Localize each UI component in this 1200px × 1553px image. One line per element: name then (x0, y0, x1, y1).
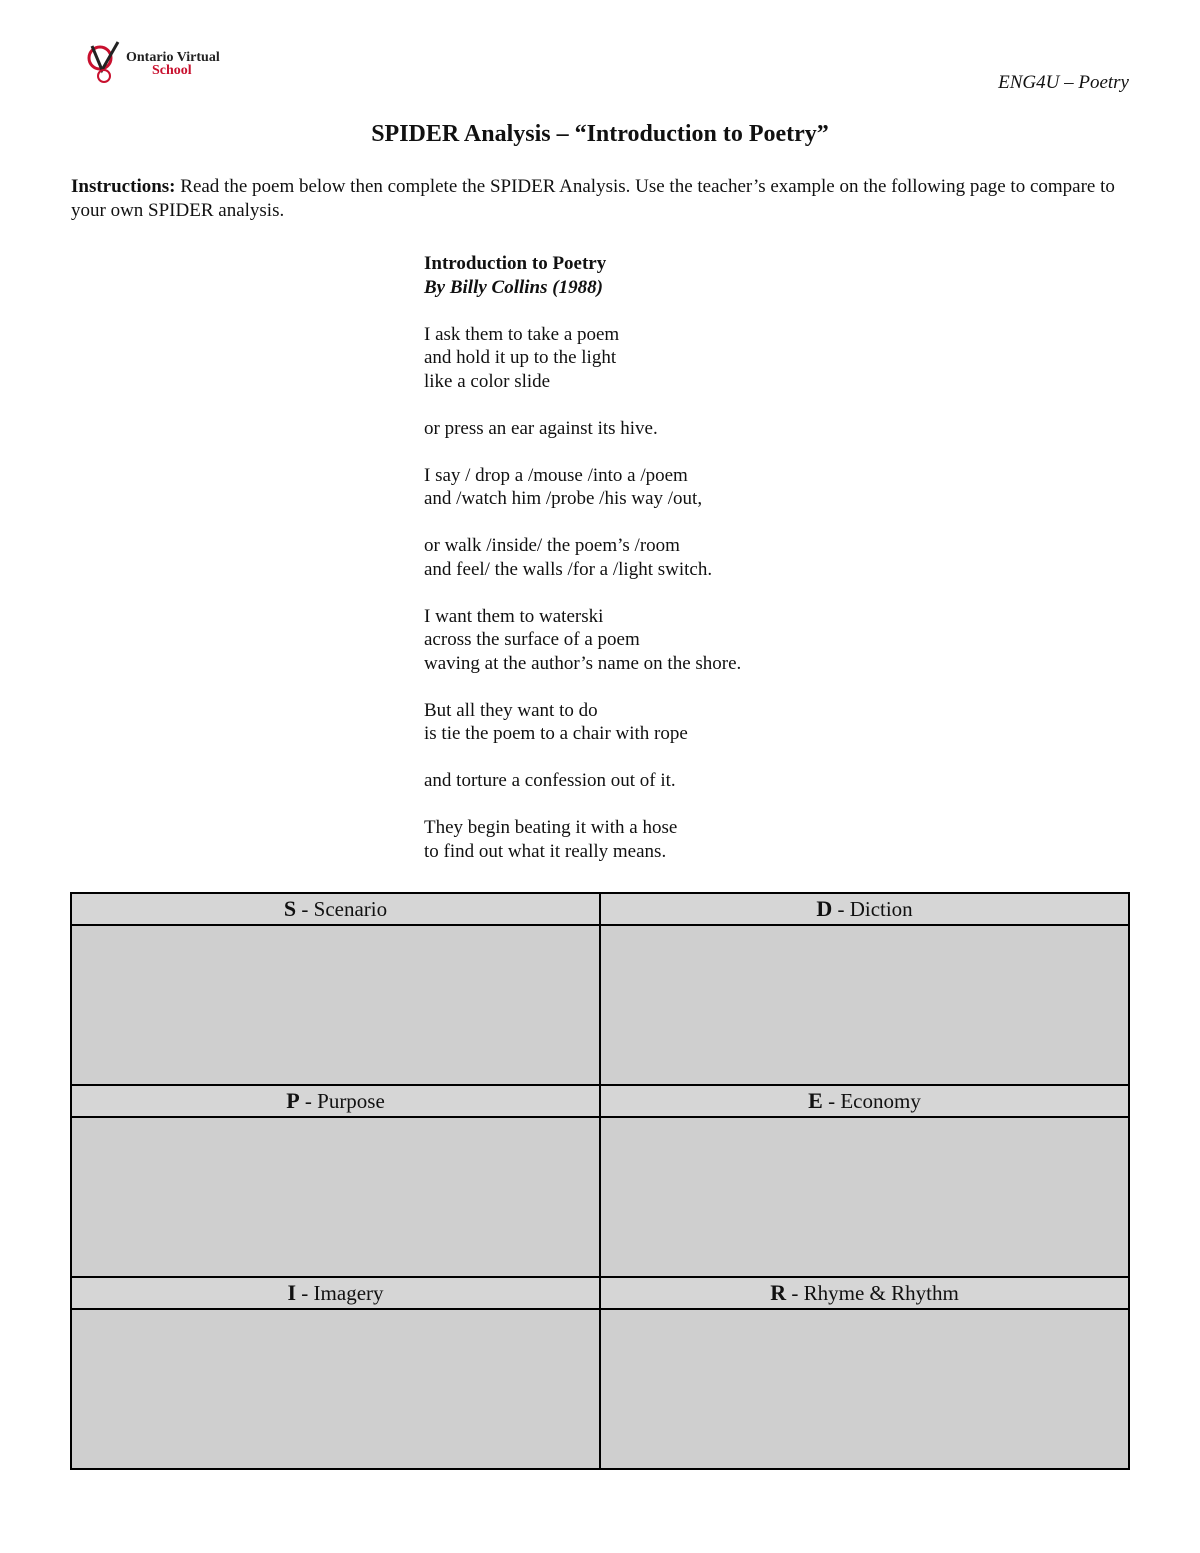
header-label: - Imagery (296, 1281, 384, 1305)
poem-stanza (424, 464, 741, 511)
header-letter: R (770, 1280, 787, 1305)
poem-line: or press an ear against its hive. (424, 417, 658, 439)
economy-header (600, 1085, 1129, 1117)
poem-line: and hold it up to the light (424, 347, 617, 368)
diction-header (600, 893, 1129, 925)
poem-stanza (424, 534, 741, 581)
page-title: SPIDER Analysis – “Introduction to Poetry” (371, 121, 829, 147)
header-letter: I (287, 1280, 297, 1305)
rhyme-rhythm-header (600, 1277, 1129, 1309)
scenario-header (71, 893, 600, 925)
poem-author: By Billy Collins (1988) (424, 276, 603, 298)
logo-subtext: School (152, 63, 192, 78)
poem-body (424, 323, 741, 864)
header-letter: P (286, 1088, 300, 1113)
poem-line: They begin beating it with a hose (424, 817, 678, 838)
poem-stanza (424, 417, 741, 441)
poem-line: and /watch him /probe /his way /out, (424, 488, 703, 509)
imagery-header (71, 1277, 600, 1309)
poem-line: I say / drop a /mouse /into a /poem (424, 464, 688, 486)
scenario-answer-box[interactable] (71, 925, 600, 1085)
poem-stanza (424, 323, 741, 394)
header-letter: S (283, 896, 297, 921)
poem-line: or walk /inside/ the poem’s /room (424, 535, 680, 556)
instructions-label: Instructions: (71, 176, 176, 197)
poem-line: to find out what it really means. (424, 840, 667, 862)
poem-line: is tie the poem to a chair with rope (424, 723, 688, 744)
poem-line: like a color slide (424, 370, 551, 392)
purpose-answer-box[interactable] (71, 1117, 600, 1277)
instructions-text: Read the poem below then complete the SPIDER Analysis. Use the teacher’s example on the following page to compare to your own SPIDER analysis. (71, 176, 1115, 221)
poem-line: I want them to waterski (424, 605, 604, 627)
header-label: - Purpose (299, 1089, 385, 1113)
poem (424, 252, 741, 863)
diction-answer-box[interactable] (600, 925, 1129, 1085)
ovs-logo (84, 38, 244, 86)
logo-emblem-icon (84, 40, 128, 84)
course-code: ENG4U – Poetry (998, 72, 1129, 93)
poem-line: waving at the author’s name on the shore. (424, 652, 742, 674)
header-label: - Diction (832, 897, 913, 921)
poem-line: across the surface of a poem (424, 629, 640, 650)
economy-answer-box[interactable] (600, 1117, 1129, 1277)
header-letter: D (816, 896, 833, 921)
header-letter: E (808, 1088, 823, 1113)
header-label: - Rhyme & Rhythm (786, 1281, 959, 1305)
poem-stanza (424, 699, 741, 746)
poem-line: But all they want to do (424, 699, 598, 721)
header-label: - Economy (822, 1089, 921, 1113)
poem-line: and torture a confession out of it. (424, 770, 676, 791)
poem-stanza (424, 605, 741, 676)
poem-stanza (424, 769, 741, 793)
instructions (71, 175, 1131, 223)
purpose-header (71, 1085, 600, 1117)
poem-line: I ask them to take a poem (424, 323, 620, 345)
poem-line: and feel/ the walls /for a /light switch. (424, 558, 713, 580)
spider-analysis-table (70, 892, 1130, 1470)
logo-text: Ontario Virtual (126, 50, 220, 65)
poem-stanza (424, 816, 741, 863)
rhyme-rhythm-answer-box[interactable] (600, 1309, 1129, 1469)
poem-title: Introduction to Poetry (424, 253, 607, 274)
header-label: - Scenario (296, 897, 388, 921)
imagery-answer-box[interactable] (71, 1309, 600, 1469)
